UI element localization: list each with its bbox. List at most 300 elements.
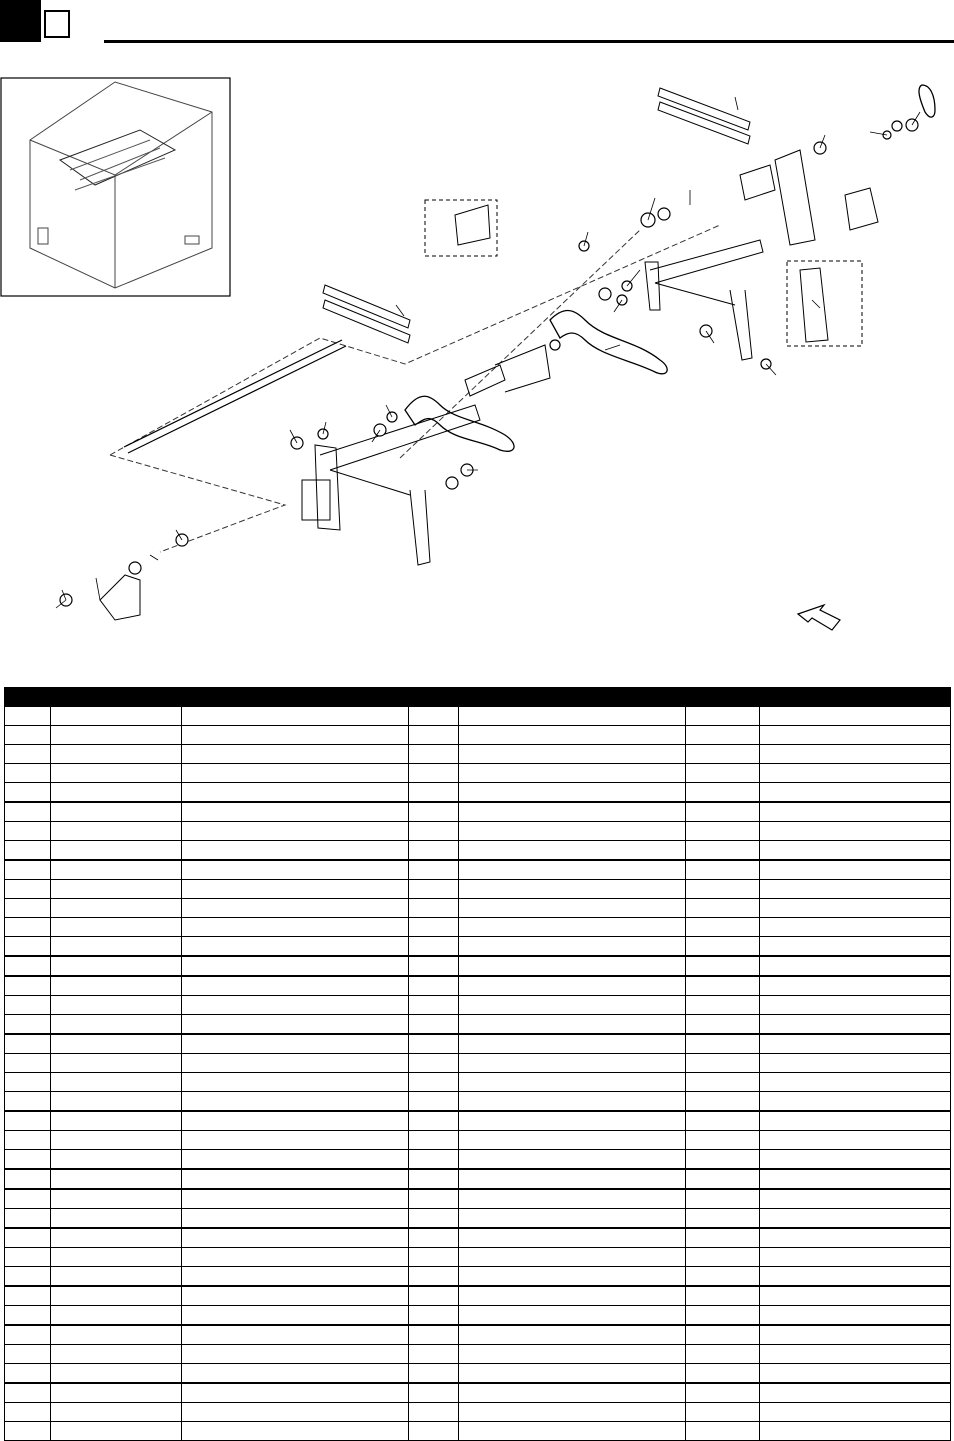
table-cell: [182, 726, 409, 745]
table-cell: [51, 1034, 182, 1054]
column-header: [182, 688, 409, 707]
table-cell: [182, 1228, 409, 1248]
table-cell: [182, 1150, 409, 1170]
table-cell: [459, 783, 686, 803]
table-cell: [409, 918, 459, 937]
table-cell: [686, 1015, 760, 1035]
table-cell: [760, 1054, 951, 1073]
table-cell: [51, 1209, 182, 1229]
table-cell: [5, 822, 51, 841]
table-cell: [5, 1189, 51, 1209]
table-row: [5, 1054, 951, 1073]
table-cell: [182, 899, 409, 918]
table-cell: [51, 956, 182, 976]
table-cell: [409, 1034, 459, 1054]
table-cell: [686, 880, 760, 899]
table-cell: [459, 918, 686, 937]
table-row: [5, 1111, 951, 1131]
table-cell: [686, 996, 760, 1015]
parts-list-table: [4, 687, 951, 1441]
table-cell: [182, 1383, 409, 1403]
table-cell: [760, 976, 951, 996]
table-cell: [686, 1209, 760, 1229]
table-cell: [459, 880, 686, 899]
table-row: [5, 745, 951, 764]
table-cell: [459, 1034, 686, 1054]
table-cell: [5, 1054, 51, 1073]
table-cell: [5, 1092, 51, 1112]
table-cell: [51, 860, 182, 880]
table-cell: [51, 1054, 182, 1073]
table-cell: [686, 1325, 760, 1345]
table-row: [5, 1092, 951, 1112]
table-cell: [182, 996, 409, 1015]
table-cell: [51, 1422, 182, 1441]
table-cell: [5, 1015, 51, 1035]
table-cell: [5, 1034, 51, 1054]
table-cell: [686, 1131, 760, 1150]
table-cell: [760, 802, 951, 822]
table-cell: [686, 707, 760, 726]
table-cell: [51, 1248, 182, 1267]
table-cell: [182, 1364, 409, 1384]
table-cell: [686, 976, 760, 996]
table-cell: [686, 1150, 760, 1170]
table-cell: [51, 1189, 182, 1209]
table-cell: [182, 1248, 409, 1267]
table-cell: [51, 1111, 182, 1131]
table-cell: [760, 1092, 951, 1112]
table-cell: [459, 707, 686, 726]
table-cell: [51, 880, 182, 899]
table-row: [5, 1131, 951, 1150]
table-cell: [409, 841, 459, 861]
belts: [405, 85, 935, 451]
table-cell: [459, 1383, 686, 1403]
table-cell: [182, 1306, 409, 1326]
table-cell: [760, 1383, 951, 1403]
table-cell: [760, 1267, 951, 1287]
table-cell: [51, 1228, 182, 1248]
table-cell: [760, 726, 951, 745]
table-cell: [459, 1228, 686, 1248]
table-cell: [760, 1364, 951, 1384]
table-cell: [760, 880, 951, 899]
table-row: [5, 1209, 951, 1229]
table-cell: [5, 802, 51, 822]
table-row: [5, 1286, 951, 1306]
table-cell: [5, 1209, 51, 1229]
table-cell: [409, 1286, 459, 1306]
table-cell: [5, 956, 51, 976]
table-cell: [409, 976, 459, 996]
table-cell: [459, 937, 686, 957]
table-cell: [760, 996, 951, 1015]
table-cell: [409, 1383, 459, 1403]
callout-leaders: [56, 97, 920, 608]
table-cell: [182, 822, 409, 841]
table-cell: [686, 1422, 760, 1441]
table-row: [5, 802, 951, 822]
table-cell: [182, 956, 409, 976]
table-cell: [5, 860, 51, 880]
table-row: [5, 1248, 951, 1267]
table-cell: [686, 1286, 760, 1306]
table-row: [5, 707, 951, 726]
column-header: [459, 688, 686, 707]
table-row: [5, 1169, 951, 1189]
table-cell: [409, 1015, 459, 1035]
table-cell: [182, 802, 409, 822]
table-cell: [459, 1248, 686, 1267]
table-cell: [760, 707, 951, 726]
table-cell: [760, 1286, 951, 1306]
table-cell: [760, 1228, 951, 1248]
table-cell: [51, 996, 182, 1015]
table-cell: [51, 1306, 182, 1326]
table-cell: [51, 937, 182, 957]
table-row: [5, 860, 951, 880]
table-cell: [409, 1364, 459, 1384]
table-cell: [182, 764, 409, 783]
table-row: [5, 976, 951, 996]
table-cell: [51, 1150, 182, 1170]
table-cell: [409, 1054, 459, 1073]
table-row: [5, 1034, 951, 1054]
table-cell: [409, 764, 459, 783]
table-row: [5, 1306, 951, 1326]
table-cell: [51, 899, 182, 918]
table-cell: [409, 899, 459, 918]
table-cell: [459, 1131, 686, 1150]
table-cell: [459, 1345, 686, 1364]
header-rule: [104, 40, 954, 43]
table-cell: [5, 1325, 51, 1345]
table-cell: [409, 1306, 459, 1326]
table-cell: [409, 860, 459, 880]
table-cell: [760, 899, 951, 918]
table-cell: [51, 1073, 182, 1092]
column-header: [760, 688, 951, 707]
table-cell: [5, 1131, 51, 1150]
table-cell: [182, 841, 409, 861]
table-row: [5, 1345, 951, 1364]
table-row: [5, 918, 951, 937]
table-cell: [686, 1228, 760, 1248]
table-cell: [5, 841, 51, 861]
table-cell: [182, 937, 409, 957]
table-cell: [182, 1015, 409, 1035]
table-cell: [459, 1054, 686, 1073]
section-tab-block: [0, 0, 41, 42]
table-cell: [5, 880, 51, 899]
table-row: [5, 1364, 951, 1384]
table-cell: [686, 1189, 760, 1209]
table-cell: [686, 745, 760, 764]
table-cell: [686, 1383, 760, 1403]
table-row: [5, 1228, 951, 1248]
table-cell: [459, 1422, 686, 1441]
table-cell: [686, 802, 760, 822]
table-cell: [5, 1286, 51, 1306]
table-cell: [5, 1403, 51, 1422]
table-cell: [51, 764, 182, 783]
table-cell: [51, 1345, 182, 1364]
table-cell: [686, 1169, 760, 1189]
table-cell: [686, 1248, 760, 1267]
table-cell: [760, 1403, 951, 1422]
table-cell: [760, 783, 951, 803]
table-row: [5, 880, 951, 899]
table-cell: [760, 1131, 951, 1150]
table-cell: [409, 937, 459, 957]
table-cell: [409, 783, 459, 803]
table-cell: [760, 937, 951, 957]
table-cell: [409, 1209, 459, 1229]
table-row: [5, 1422, 951, 1441]
round-parts: [60, 119, 918, 606]
table-cell: [459, 1150, 686, 1170]
table-cell: [686, 1306, 760, 1326]
column-header: [51, 688, 182, 707]
table-cell: [5, 1422, 51, 1441]
table-cell: [459, 1325, 686, 1345]
table-cell: [51, 1286, 182, 1306]
table-cell: [51, 1364, 182, 1384]
table-cell: [760, 1189, 951, 1209]
table-cell: [51, 976, 182, 996]
table-cell: [5, 996, 51, 1015]
table-cell: [459, 1209, 686, 1229]
long-shaft: [124, 340, 346, 453]
table-cell: [686, 1345, 760, 1364]
table-cell: [5, 1150, 51, 1170]
column-header: [686, 688, 760, 707]
table-cell: [182, 1422, 409, 1441]
parts-table-body: [5, 707, 951, 1441]
table-cell: [409, 1325, 459, 1345]
upper-rails: [323, 88, 750, 343]
table-row: [5, 726, 951, 745]
table-cell: [459, 1169, 686, 1189]
table-cell: [182, 1189, 409, 1209]
table-cell: [5, 1248, 51, 1267]
table-cell: [5, 783, 51, 803]
table-cell: [459, 1267, 686, 1287]
table-cell: [459, 1403, 686, 1422]
table-cell: [5, 1345, 51, 1364]
table-cell: [760, 860, 951, 880]
column-header: [409, 688, 459, 707]
table-cell: [686, 783, 760, 803]
table-cell: [51, 745, 182, 764]
table-cell: [686, 1111, 760, 1131]
table-cell: [760, 841, 951, 861]
table-cell: [459, 996, 686, 1015]
table-cell: [182, 976, 409, 996]
table-cell: [409, 822, 459, 841]
table-cell: [182, 860, 409, 880]
table-cell: [182, 1131, 409, 1150]
table-cell: [760, 956, 951, 976]
table-cell: [5, 1364, 51, 1384]
table-cell: [51, 1092, 182, 1112]
table-cell: [459, 976, 686, 996]
table-cell: [182, 745, 409, 764]
section-number-box: [44, 10, 70, 38]
table-cell: [51, 1325, 182, 1345]
table-cell: [459, 1015, 686, 1035]
table-cell: [459, 822, 686, 841]
table-cell: [182, 1169, 409, 1189]
machine-overview-inset: [1, 78, 230, 296]
table-cell: [409, 1169, 459, 1189]
table-cell: [686, 764, 760, 783]
table-cell: [409, 1345, 459, 1364]
table-cell: [760, 1209, 951, 1229]
table-cell: [686, 841, 760, 861]
table-cell: [760, 1248, 951, 1267]
exploded-parts-diagram: [0, 72, 954, 662]
table-cell: [686, 937, 760, 957]
table-row: [5, 1015, 951, 1035]
table-cell: [459, 1306, 686, 1326]
table-cell: [686, 1403, 760, 1422]
table-cell: [51, 1383, 182, 1403]
table-cell: [182, 1267, 409, 1287]
table-cell: [459, 726, 686, 745]
table-cell: [409, 745, 459, 764]
table-cell: [182, 1073, 409, 1092]
table-cell: [51, 707, 182, 726]
table-cell: [182, 1111, 409, 1131]
table-cell: [5, 1306, 51, 1326]
table-cell: [409, 880, 459, 899]
table-cell: [686, 899, 760, 918]
table-cell: [182, 918, 409, 937]
table-cell: [51, 841, 182, 861]
table-cell: [182, 783, 409, 803]
table-cell: [5, 1267, 51, 1287]
table-cell: [686, 956, 760, 976]
table-cell: [760, 1111, 951, 1131]
table-cell: [5, 764, 51, 783]
table-cell: [409, 1092, 459, 1112]
table-cell: [760, 1150, 951, 1170]
table-cell: [686, 1267, 760, 1287]
table-cell: [686, 726, 760, 745]
table-cell: [760, 1034, 951, 1054]
table-cell: [409, 1150, 459, 1170]
table-cell: [409, 1248, 459, 1267]
table-cell: [5, 1169, 51, 1189]
table-cell: [409, 707, 459, 726]
table-cell: [686, 822, 760, 841]
table-cell: [686, 860, 760, 880]
table-cell: [686, 1364, 760, 1384]
table-cell: [760, 1073, 951, 1092]
view-arrow-icon: [798, 605, 840, 630]
table-cell: [5, 1111, 51, 1131]
table-cell: [182, 1286, 409, 1306]
table-row: [5, 1073, 951, 1092]
table-cell: [182, 1209, 409, 1229]
table-cell: [182, 707, 409, 726]
table-cell: [5, 899, 51, 918]
table-row: [5, 1267, 951, 1287]
table-cell: [182, 880, 409, 899]
table-cell: [686, 1034, 760, 1054]
table-cell: [5, 745, 51, 764]
parts-table-header-row: [5, 688, 951, 707]
table-cell: [760, 822, 951, 841]
table-cell: [409, 1228, 459, 1248]
table-row: [5, 937, 951, 957]
table-cell: [51, 918, 182, 937]
table-cell: [760, 764, 951, 783]
table-row: [5, 1403, 951, 1422]
table-cell: [459, 1092, 686, 1112]
table-cell: [182, 1034, 409, 1054]
table-cell: [409, 956, 459, 976]
table-cell: [760, 745, 951, 764]
table-cell: [182, 1403, 409, 1422]
page-header: [0, 0, 954, 46]
table-cell: [760, 1345, 951, 1364]
table-cell: [51, 1015, 182, 1035]
table-cell: [409, 802, 459, 822]
table-cell: [686, 1073, 760, 1092]
table-cell: [409, 1189, 459, 1209]
table-cell: [409, 1111, 459, 1131]
table-cell: [760, 1306, 951, 1326]
table-cell: [459, 956, 686, 976]
table-row: [5, 764, 951, 783]
table-cell: [5, 726, 51, 745]
table-row: [5, 956, 951, 976]
table-cell: [459, 745, 686, 764]
table-cell: [686, 1092, 760, 1112]
table-row: [5, 841, 951, 861]
table-cell: [459, 764, 686, 783]
table-cell: [409, 1131, 459, 1150]
table-row: [5, 783, 951, 803]
table-cell: [409, 1403, 459, 1422]
table-cell: [459, 1364, 686, 1384]
table-cell: [409, 1073, 459, 1092]
table-cell: [459, 1073, 686, 1092]
table-cell: [5, 918, 51, 937]
table-cell: [5, 707, 51, 726]
table-cell: [459, 1189, 686, 1209]
table-cell: [5, 1228, 51, 1248]
table-cell: [51, 1267, 182, 1287]
table-cell: [51, 1131, 182, 1150]
table-cell: [5, 1383, 51, 1403]
table-cell: [459, 1286, 686, 1306]
table-cell: [51, 802, 182, 822]
table-cell: [459, 899, 686, 918]
table-cell: [459, 841, 686, 861]
table-cell: [760, 1422, 951, 1441]
table-row: [5, 1150, 951, 1170]
table-cell: [459, 1111, 686, 1131]
table-cell: [459, 860, 686, 880]
table-cell: [409, 1267, 459, 1287]
table-row: [5, 1383, 951, 1403]
table-cell: [51, 1169, 182, 1189]
right-frame: [645, 240, 763, 360]
